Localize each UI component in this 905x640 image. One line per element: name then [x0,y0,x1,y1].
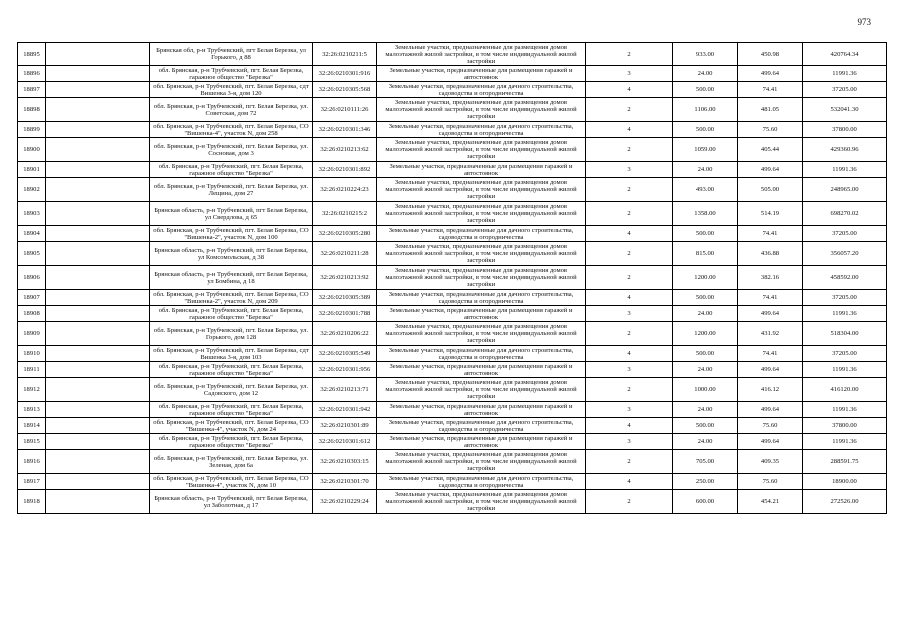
empty-cell [46,162,150,178]
cadastral-value-table [17,42,887,514]
row-number-cell: 18909 [18,322,46,346]
cadastral-value-cell: 37205.00 [803,290,887,306]
empty-cell [46,322,150,346]
table-row [18,43,887,66]
specific-value-cell: 499.64 [738,306,803,322]
area-cell: 600.00 [673,490,738,514]
permitted-use-cell: Земельные участки, предназначенные для дачного строительства, садоводства и огородничества [377,346,586,362]
address-cell: обл. Брянская, р-н Трубчевский, пгт. Белая Березка, СО "Вишенка-2", участок N, дом 209 [150,290,313,306]
permitted-use-cell: Земельные участки, предназначенные для размещения домов малоэтажной жилой застройки, в том числе индивидуальной жилой застройки [377,242,586,266]
specific-value-cell: 499.64 [738,362,803,378]
empty-cell [46,434,150,450]
area-cell: 24.00 [673,66,738,82]
use-group-cell: 2 [586,98,673,122]
table-row [18,322,887,346]
area-cell: 500.00 [673,346,738,362]
table-row [18,434,887,450]
empty-cell [46,490,150,514]
row-number-cell: 18911 [18,362,46,378]
specific-value-cell: 481.05 [738,98,803,122]
area-cell: 933.00 [673,43,738,66]
empty-cell [46,266,150,290]
row-number-cell: 18905 [18,242,46,266]
use-group-cell: 2 [586,378,673,402]
area-cell: 1000.00 [673,378,738,402]
table-row [18,66,887,82]
cadastral-value-cell: 37205.00 [803,82,887,98]
address-cell: обл. Брянская, р-н Трубчевский, пгт. Белая Березка, гаражное общество "Березка" [150,434,313,450]
empty-cell [46,346,150,362]
row-number-cell: 18899 [18,122,46,138]
cadastral-value-cell: 18900.00 [803,474,887,490]
area-cell: 1200.00 [673,322,738,346]
table-row [18,82,887,98]
address-cell: обл. Брянская, р-н Трубчевский, пгт. Белая Березка, СО "Вишенка-4", участок N, дом 24 [150,418,313,434]
address-cell: обл. Брянская, р-н Трубчевский, пгт. Белая Березка, гаражное общество "Березка" [150,162,313,178]
empty-cell [46,178,150,202]
cadastral-number-cell: 32:26:0210301:942 [313,402,377,418]
table-row [18,346,887,362]
permitted-use-cell: Земельные участки, предназначенные для размещения гаражей и автостоянок [377,306,586,322]
row-number-cell: 18904 [18,226,46,242]
table-row [18,418,887,434]
cadastral-number-cell: 32:26:0210305:280 [313,226,377,242]
area-cell: 250.00 [673,474,738,490]
area-cell: 500.00 [673,122,738,138]
row-number-cell: 18915 [18,434,46,450]
row-number-cell: 18917 [18,474,46,490]
cadastral-value-cell: 11991.36 [803,434,887,450]
address-cell: Брянская область, р-н Трубчевский, пгт Белая Березка, ул Свердлова, д 65 [150,202,313,226]
use-group-cell: 3 [586,362,673,378]
address-cell: Брянская область, р-н Трубчевский, пгт Белая Березка, ул Комсомольская, д 38 [150,242,313,266]
row-number-cell: 18913 [18,402,46,418]
row-number-cell: 18895 [18,43,46,66]
specific-value-cell: 75.60 [738,474,803,490]
cadastral-number-cell: 32:26:0210305:389 [313,290,377,306]
cadastral-number-cell: 32:26:0210224:23 [313,178,377,202]
use-group-cell: 2 [586,178,673,202]
specific-value-cell: 74.41 [738,346,803,362]
specific-value-cell: 431.92 [738,322,803,346]
permitted-use-cell: Земельные участки, предназначенные для размещения гаражей и автостоянок [377,402,586,418]
cadastral-number-cell: 32:26:0210213:92 [313,266,377,290]
table-row [18,378,887,402]
table-body [18,43,887,514]
address-cell: обл. Брянская, р-н Трубчевский, пгт. Белая Березка, гаражное общество "Березка" [150,66,313,82]
specific-value-cell: 74.41 [738,82,803,98]
cadastral-number-cell: 32:26:0210305:568 [313,82,377,98]
empty-cell [46,226,150,242]
empty-cell [46,82,150,98]
area-cell: 1106.00 [673,98,738,122]
table-row [18,162,887,178]
empty-cell [46,98,150,122]
table-row [18,226,887,242]
address-cell: обл. Брянская, р-н Трубчевский, пгт. Белая Березка, СО "Вишенка-2", участок N, дом 100 [150,226,313,242]
use-group-cell: 3 [586,434,673,450]
specific-value-cell: 450.98 [738,43,803,66]
table-row [18,122,887,138]
address-cell: обл. Брянская, р-н Трубчевский, пгт. Белая Березка, ул. Горького, дом 128 [150,322,313,346]
use-group-cell: 4 [586,346,673,362]
specific-value-cell: 416.12 [738,378,803,402]
row-number-cell: 18902 [18,178,46,202]
permitted-use-cell: Земельные участки, предназначенные для дачного строительства, садоводства и огородничества [377,290,586,306]
row-number-cell: 18903 [18,202,46,226]
empty-cell [46,138,150,162]
empty-cell [46,474,150,490]
cadastral-value-cell: 288591.75 [803,450,887,474]
cadastral-number-cell: 32:26:0210301:916 [313,66,377,82]
empty-cell [46,242,150,266]
use-group-cell: 2 [586,266,673,290]
area-cell: 1059.00 [673,138,738,162]
address-cell: обл. Брянская, р-н Трубчевский, пгт. Белая Березка, ул. Лещина, дом 27 [150,178,313,202]
area-cell: 24.00 [673,402,738,418]
cadastral-number-cell: 32:26:0210206:22 [313,322,377,346]
specific-value-cell: 505.00 [738,178,803,202]
empty-cell [46,450,150,474]
area-cell: 493.00 [673,178,738,202]
area-cell: 500.00 [673,290,738,306]
specific-value-cell: 499.64 [738,434,803,450]
permitted-use-cell: Земельные участки, предназначенные для дачного строительства, садоводства и огородничества [377,418,586,434]
table-row [18,98,887,122]
cadastral-value-cell: 11991.36 [803,306,887,322]
table-row [18,202,887,226]
use-group-cell: 3 [586,162,673,178]
use-group-cell: 2 [586,138,673,162]
address-cell: Брянская область, р-н Трубчевский, пгт Белая Березка, ул Заболотная, д 17 [150,490,313,514]
empty-cell [46,202,150,226]
address-cell: обл. Брянская, р-н Трубчевский, пгт. Белая Березка, гаражное общество "Березка" [150,306,313,322]
row-number-cell: 18900 [18,138,46,162]
permitted-use-cell: Земельные участки, предназначенные для размещения домов малоэтажной жилой застройки, в том числе индивидуальной жилой застройки [377,98,586,122]
use-group-cell: 2 [586,202,673,226]
permitted-use-cell: Земельные участки, предназначенные для размещения домов малоэтажной жилой застройки, в том числе индивидуальной жилой застройки [377,202,586,226]
row-number-cell: 18907 [18,290,46,306]
specific-value-cell: 436.88 [738,242,803,266]
specific-value-cell: 75.60 [738,122,803,138]
address-cell: обл. Брянская, р-н Трубчевский, пгт. Белая Березка, ул. Зеленая, дом 6а [150,450,313,474]
table-row [18,474,887,490]
use-group-cell: 4 [586,418,673,434]
row-number-cell: 18908 [18,306,46,322]
empty-cell [46,122,150,138]
area-cell: 24.00 [673,162,738,178]
row-number-cell: 18898 [18,98,46,122]
permitted-use-cell: Земельные участки, предназначенные для размещения гаражей и автостоянок [377,434,586,450]
cadastral-value-cell: 698270.02 [803,202,887,226]
cadastral-value-cell: 248965.00 [803,178,887,202]
permitted-use-cell: Земельные участки, предназначенные для размещения домов малоэтажной жилой застройки, в том числе индивидуальной жилой застройки [377,266,586,290]
cadastral-value-cell: 11991.36 [803,402,887,418]
address-cell: обл. Брянская, р-н Трубчевский, пгт. Белая Березка, гаражное общество "Березка" [150,362,313,378]
use-group-cell: 2 [586,450,673,474]
cadastral-number-cell: 32:26:0210305:549 [313,346,377,362]
permitted-use-cell: Земельные участки, предназначенные для дачного строительства, садоводства и огородничества [377,82,586,98]
address-cell: обл. Брянская, р-н Трубчевский, пгт. Белая Березка, ул. Советская, дом 72 [150,98,313,122]
table-row [18,290,887,306]
cadastral-number-cell: 32:26:0210211:5 [313,43,377,66]
specific-value-cell: 409.35 [738,450,803,474]
cadastral-number-cell: 32:26:0210303:15 [313,450,377,474]
cadastral-number-cell: 32:26:0210213:62 [313,138,377,162]
specific-value-cell: 499.64 [738,402,803,418]
cadastral-value-cell: 11991.36 [803,362,887,378]
specific-value-cell: 382.16 [738,266,803,290]
cadastral-value-cell: 11991.36 [803,66,887,82]
row-number-cell: 18906 [18,266,46,290]
area-cell: 500.00 [673,82,738,98]
address-cell: Брянская область, р-н Трубчевский, пгт Белая Березка, ул Бомбина, д 18 [150,266,313,290]
cadastral-value-cell: 37800.00 [803,418,887,434]
use-group-cell: 2 [586,242,673,266]
use-group-cell: 4 [586,82,673,98]
area-cell: 500.00 [673,418,738,434]
area-cell: 1200.00 [673,266,738,290]
use-group-cell: 2 [586,43,673,66]
empty-cell [46,306,150,322]
permitted-use-cell: Земельные участки, предназначенные для размещения домов малоэтажной жилой застройки, в том числе индивидуальной жилой застройки [377,490,586,514]
area-cell: 705.00 [673,450,738,474]
cadastral-value-cell: 11991.36 [803,162,887,178]
address-cell: обл. Брянская, р-н Трубчевский, пгт. Белая Березка, ул. Сосновая, дом 3 [150,138,313,162]
page-number: 973 [857,17,871,27]
cadastral-value-cell: 37205.00 [803,346,887,362]
address-cell: обл. Брянская, р-н Трубчевский, пгт. Белая Березка, СО "Вишенка-4", участок N, дом 258 [150,122,313,138]
specific-value-cell: 499.64 [738,66,803,82]
cadastral-number-cell: 32:26:0210301:346 [313,122,377,138]
specific-value-cell: 74.41 [738,290,803,306]
permitted-use-cell: Земельные участки, предназначенные для размещения гаражей и автостоянок [377,362,586,378]
specific-value-cell: 75.60 [738,418,803,434]
table-row [18,306,887,322]
permitted-use-cell: Земельные участки, предназначенные для размещения домов малоэтажной жилой застройки, в том числе индивидуальной жилой застройки [377,178,586,202]
cadastral-number-cell: 32:26:0210301:892 [313,162,377,178]
table-row [18,138,887,162]
cadastral-value-cell: 532041.30 [803,98,887,122]
cadastral-number-cell: 32:26:0210111:26 [313,98,377,122]
permitted-use-cell: Земельные участки, предназначенные для размещения домов малоэтажной жилой застройки, в том числе индивидуальной жилой застройки [377,43,586,66]
row-number-cell: 18897 [18,82,46,98]
permitted-use-cell: Земельные участки, предназначенные для размещения домов малоэтажной жилой застройки, в том числе индивидуальной жилой застройки [377,138,586,162]
address-cell: обл. Брянская, р-н Трубчевский, пгт. Белая Березка, ул. Садовского, дом 12 [150,378,313,402]
row-number-cell: 18918 [18,490,46,514]
cadastral-value-cell: 37205.00 [803,226,887,242]
empty-cell [46,290,150,306]
permitted-use-cell: Земельные участки, предназначенные для размещения домов малоэтажной жилой застройки, в том числе индивидуальной жилой застройки [377,322,586,346]
empty-cell [46,43,150,66]
permitted-use-cell: Земельные участки, предназначенные для дачного строительства, садоводства и огородничества [377,226,586,242]
cadastral-value-cell: 458592.00 [803,266,887,290]
area-cell: 815.00 [673,242,738,266]
row-number-cell: 18896 [18,66,46,82]
row-number-cell: 18901 [18,162,46,178]
cadastral-value-cell: 356057.20 [803,242,887,266]
cadastral-value-cell: 272526.00 [803,490,887,514]
empty-cell [46,378,150,402]
specific-value-cell: 454.21 [738,490,803,514]
permitted-use-cell: Земельные участки, предназначенные для размещения домов малоэтажной жилой застройки, в том числе индивидуальной жилой застройки [377,378,586,402]
table-row [18,450,887,474]
permitted-use-cell: Земельные участки, предназначенные для размещения гаражей и автостоянок [377,66,586,82]
permitted-use-cell: Земельные участки, предназначенные для размещения гаражей и автостоянок [377,162,586,178]
specific-value-cell: 514.19 [738,202,803,226]
address-cell: обл. Брянская, р-н Трубчевский, пгт. Белая Березка, гаражное общество "Березка" [150,402,313,418]
area-cell: 24.00 [673,362,738,378]
area-cell: 1358.00 [673,202,738,226]
cadastral-number-cell: 32:26:0210301:89 [313,418,377,434]
table-row [18,178,887,202]
area-cell: 500.00 [673,226,738,242]
address-cell: Брянская обл, р-н Трубчевский, пгт Белая Березка, ул Горького, д 88 [150,43,313,66]
row-number-cell: 18912 [18,378,46,402]
cadastral-value-cell: 429360.96 [803,138,887,162]
use-group-cell: 2 [586,322,673,346]
row-number-cell: 18914 [18,418,46,434]
table-row [18,266,887,290]
use-group-cell: 3 [586,402,673,418]
row-number-cell: 18916 [18,450,46,474]
table-row [18,402,887,418]
permitted-use-cell: Земельные участки, предназначенные для дачного строительства, садоводства и огородничества [377,122,586,138]
empty-cell [46,66,150,82]
address-cell: обл. Брянская, р-н Трубчевский, пгт. Белая Березка, сдт Вишенка 3-я, дом 120 [150,82,313,98]
cadastral-number-cell: 32:26:0210301:788 [313,306,377,322]
permitted-use-cell: Земельные участки, предназначенные для дачного строительства, садоводства и огородничества [377,474,586,490]
permitted-use-cell: Земельные участки, предназначенные для размещения домов малоэтажной жилой застройки, в том числе индивидуальной жилой застройки [377,450,586,474]
address-cell: обл. Брянская, р-н Трубчевский, пгт. Белая Березка, СО "Вишенка-4", участок N, дом 10 [150,474,313,490]
table-row [18,362,887,378]
cadastral-value-cell: 420764.34 [803,43,887,66]
empty-cell [46,362,150,378]
empty-cell [46,402,150,418]
specific-value-cell: 74.41 [738,226,803,242]
cadastral-value-cell: 416120.00 [803,378,887,402]
address-cell: обл. Брянская, р-н Трубчевский, пгт. Белая Березка, сдт Вишенка 3-я, дом 103 [150,346,313,362]
cadastral-value-cell: 37800.00 [803,122,887,138]
cadastral-number-cell: 32:26:0210301:956 [313,362,377,378]
area-cell: 24.00 [673,434,738,450]
cadastral-number-cell: 32:26:0210215:2 [313,202,377,226]
use-group-cell: 2 [586,490,673,514]
use-group-cell: 3 [586,306,673,322]
specific-value-cell: 499.64 [738,162,803,178]
row-number-cell: 18910 [18,346,46,362]
table-row [18,490,887,514]
cadastral-number-cell: 32:26:0210229:24 [313,490,377,514]
cadastral-number-cell: 32:26:0210211:28 [313,242,377,266]
use-group-cell: 4 [586,226,673,242]
use-group-cell: 4 [586,290,673,306]
cadastral-number-cell: 32:26:0210301:70 [313,474,377,490]
cadastral-number-cell: 32:26:0210213:71 [313,378,377,402]
specific-value-cell: 405.44 [738,138,803,162]
use-group-cell: 3 [586,66,673,82]
use-group-cell: 4 [586,122,673,138]
area-cell: 24.00 [673,306,738,322]
cadastral-value-cell: 518304.00 [803,322,887,346]
use-group-cell: 4 [586,474,673,490]
empty-cell [46,418,150,434]
table-row [18,242,887,266]
cadastral-number-cell: 32:26:0210301:612 [313,434,377,450]
